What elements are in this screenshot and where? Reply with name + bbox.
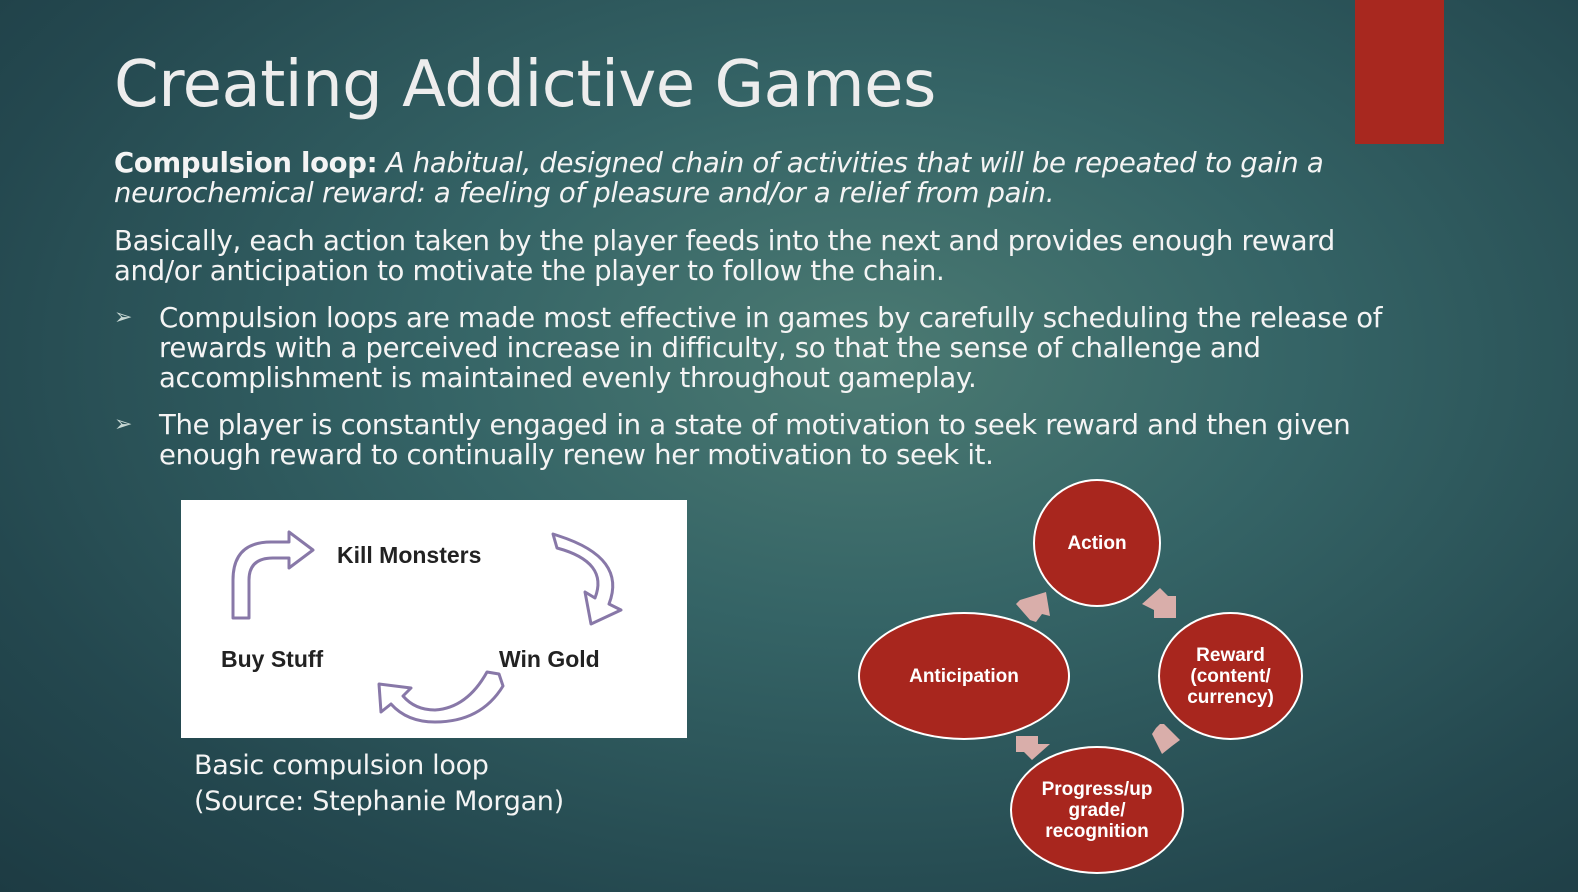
connector-arrow-icon (1152, 724, 1180, 754)
bullet-text: Compulsion loops are made most effective in games by carefully scheduling the release of rewards with a perceived increase in difficulty, so that the sense of challenge and accomplishment is maintained evenly throughout gameplay. (159, 302, 1383, 394)
connector-arrow-icon (1016, 736, 1050, 760)
definition-term: Compulsion loop: (114, 147, 378, 179)
caption-line-2: (Source: Stephanie Morgan) (194, 786, 564, 817)
cycle-node-reward: Reward (content/ currency) (1158, 612, 1303, 740)
caption-line-1: Basic compulsion loop (194, 750, 489, 781)
figure-label-left: Buy Stuff (221, 646, 324, 672)
explanation-paragraph: Basically, each action taken by the player feeds into the next and provides enough reward and/or anticipation to motivate the player to follow the chain. (114, 225, 1335, 287)
cycle-node-anticipation: Anticipation (858, 612, 1070, 740)
connector-arrow-icon (1142, 588, 1176, 618)
bullet-text: The player is constantly engaged in a state of motivation to seek reward and then given enough reward to continually renew her motivation to seek it. (159, 409, 1351, 471)
arrowhead-bullet-icon: ➢ (114, 305, 133, 330)
connector-arrow-icon (1016, 592, 1050, 622)
arrowhead-bullet-icon: ➢ (114, 412, 133, 437)
definition-text: A habitual, designed chain of activities that will be repeated to gain a neurochemical reward: a feeling of pleasure and/or a relief from pain. (114, 147, 1324, 209)
cycle-node-action: Action (1033, 479, 1161, 607)
cycle-node-progress: Progress/up grade/ recognition (1010, 746, 1184, 874)
slide-title: Creating Addictive Games (114, 48, 936, 122)
figure-label-right: Win Gold (499, 646, 600, 672)
figure-label-top: Kill Monsters (337, 542, 482, 568)
